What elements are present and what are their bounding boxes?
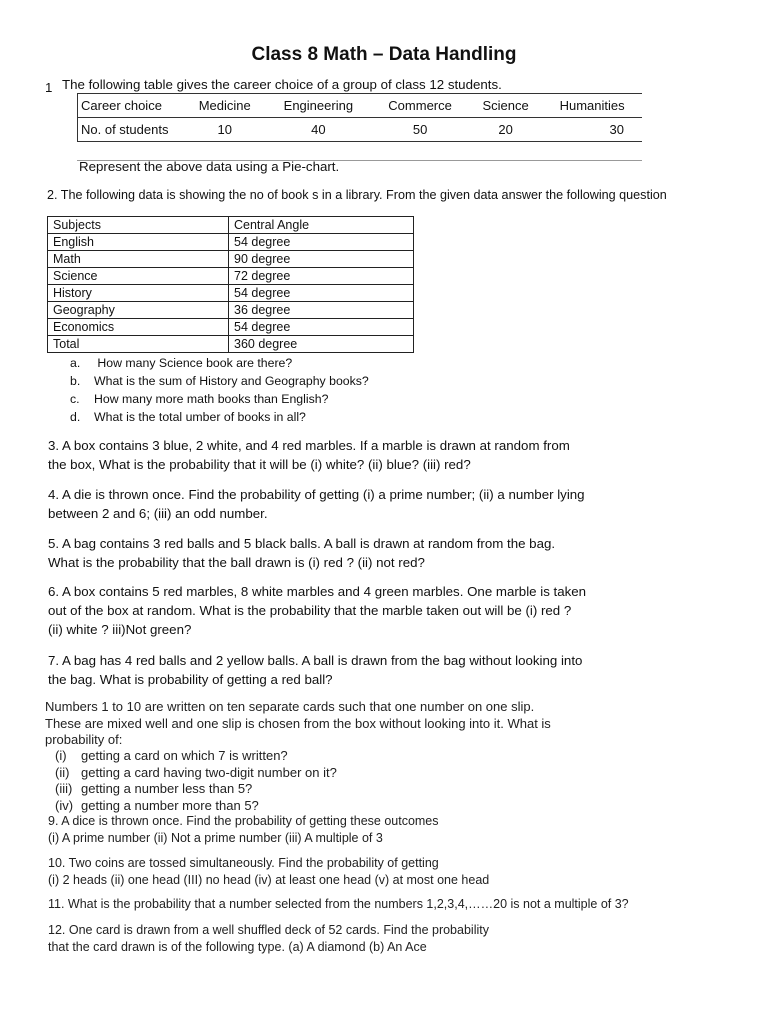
question-11: 11. What is the probability that a number selected from the numbers 1,2,3,4,……20 is not a multiple of 3? <box>48 897 629 911</box>
question-8: Numbers 1 to 10 are written on ten separate cards such that one number on one slip. These are mixed well and one slip is chosen from the box without looking into it. What is probability of: <box>45 699 551 747</box>
angle-cell: 72 degree <box>229 268 414 285</box>
page-title: Class 8 Math – Data Handling <box>251 44 517 65</box>
table-row <box>48 285 414 302</box>
question-7: 7. A bag has 4 red balls and 2 yellow balls. A ball is drawn from the bag without looking into the bag. What is probability of getting a red ball? <box>48 653 583 687</box>
angle-cell: 360 degree <box>229 336 414 353</box>
subject-cell: Total <box>48 336 229 353</box>
question-12: 12. One card is drawn from a well shuffled deck of 52 cards. Find the probability that the card drawn is of the following type. (a) A diamond (b) An Ace <box>48 923 489 954</box>
question-8-options <box>55 748 337 814</box>
list-item: a. How many Science book are there? <box>70 356 293 370</box>
list-item: b. What is the sum of History and Geography books? <box>70 374 369 388</box>
question-4: 4. A die is thrown once. Find the probability of getting (i) a prime number; (ii) a number lying between 2 and 6; (iii) an odd number. <box>48 487 585 521</box>
question-3: 3. A box contains 3 blue, 2 white, and 4 red marbles. If a marble is drawn at random from the box, What is the probability that it will be (i) white? (ii) blue? (iii) red? <box>48 438 570 472</box>
career-header: Science <box>469 94 542 118</box>
career-cell: 40 <box>265 118 371 142</box>
q1-instruction: Represent the above data using a Pie-chart. <box>79 159 340 174</box>
central-angle-table <box>47 216 414 353</box>
career-header: Commerce <box>371 94 469 118</box>
q2-subquestions <box>70 354 369 426</box>
q1-number: 1 <box>45 80 53 95</box>
career-cell: No. of students <box>78 118 185 142</box>
subject-cell: Science <box>48 268 229 285</box>
career-cell: 30 <box>542 118 642 142</box>
career-header: Humanities <box>542 94 642 118</box>
table-row <box>48 251 414 268</box>
subject-cell: Geography <box>48 302 229 319</box>
angle-cell: 54 degree <box>229 319 414 336</box>
list-item: (ii) getting a card having two-digit number on it? <box>55 764 337 780</box>
table-header: Subjects <box>48 217 229 234</box>
subject-cell: History <box>48 285 229 302</box>
question-10: 10. Two coins are tossed simultaneously. Find the probability of getting (i) 2 heads (ii) one head (III) no head (iv) at least one head (v) at most one head <box>48 856 490 887</box>
table-row <box>48 336 414 353</box>
career-cell: 10 <box>184 118 265 142</box>
career-cell: 50 <box>371 118 469 142</box>
list-item: (iii) getting a number less than 5? <box>55 781 253 796</box>
career-header: Career choice <box>78 94 185 118</box>
subject-cell: Economics <box>48 319 229 336</box>
career-table <box>77 93 642 142</box>
table-row <box>48 234 414 251</box>
question-9: 9. A dice is thrown once. Find the probability of getting these outcomes (i) A prime number (ii) Not a prime number (iii) A multiple of 3 <box>48 814 439 845</box>
list-item: d. What is the total umber of books in all? <box>70 410 306 424</box>
list-item: (i) getting a card on which 7 is written? <box>55 748 288 763</box>
table-row <box>48 302 414 319</box>
angle-cell: 90 degree <box>229 251 414 268</box>
angle-cell: 54 degree <box>229 285 414 302</box>
list-item: c. How many more math books than English? <box>70 392 329 406</box>
subject-cell: English <box>48 234 229 251</box>
table-header: Central Angle <box>229 217 414 234</box>
career-cell: 20 <box>469 118 542 142</box>
career-header: Engineering <box>265 94 371 118</box>
q2-text: 2. The following data is showing the no of book s in a library. From the given data answer the following question <box>47 188 667 202</box>
list-item: (iv) getting a number more than 5? <box>55 797 259 813</box>
question-5: 5. A bag contains 3 red balls and 5 black balls. A ball is drawn at random from the bag. What is the probability that the ball drawn is (i) red ? (ii) not red? <box>48 536 556 570</box>
table-row <box>48 319 414 336</box>
subject-cell: Math <box>48 251 229 268</box>
career-header: Medicine <box>184 94 265 118</box>
question-6: 6. A box contains 5 red marbles, 8 white marbles and 4 green marbles. One marble is taken out of the box at random. What is the probability that the marble taken out will be (i) red ? (ii) white ? iii)Not green? <box>48 584 587 637</box>
table-row <box>48 268 414 285</box>
angle-cell: 54 degree <box>229 234 414 251</box>
q1-text: The following table gives the career choice of a group of class 12 students. <box>62 77 502 92</box>
angle-cell: 36 degree <box>229 302 414 319</box>
